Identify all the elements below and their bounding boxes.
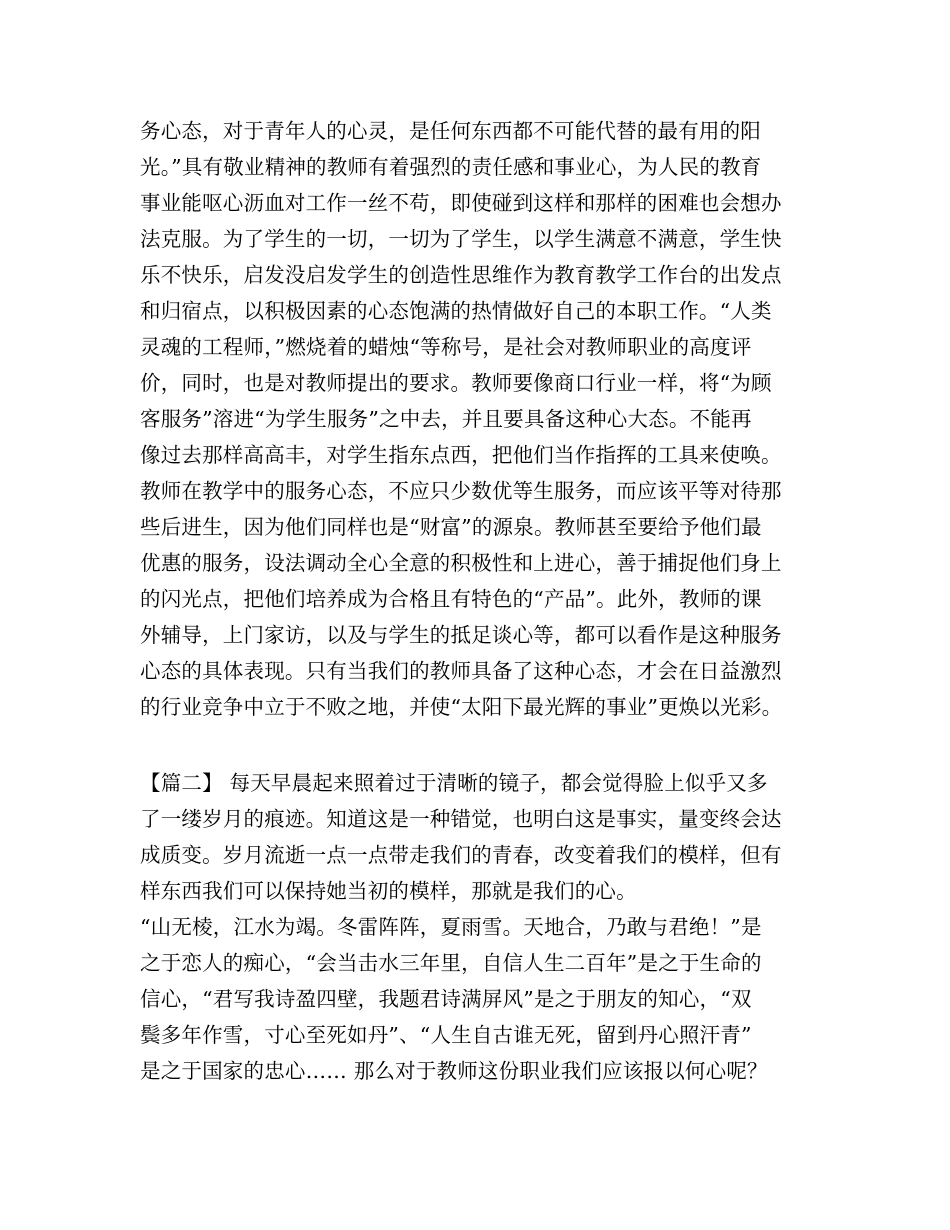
text-line: 信心，“君写我诗盈四壁，我题君诗满屏风”是之于朋友的知心，“双 [140,987,752,1011]
text-line: 乐不快乐，启发没启发学生的创造性思维作为教育教学工作台的出发点 [140,263,782,287]
text-line: 优惠的服务，设法调动全心全意的积极性和上进心，善于捕捉他们身上 [140,551,782,575]
text-line: 的行业竞争中立于不败之地，并使“太阳下最光辉的事业”更焕以光彩。 [140,695,783,719]
text-line: 像过去那样高高丰，对学生指东点西，把他们当作指挥的工具来使唤。 [140,443,782,467]
paragraph-2 [140,765,830,1089]
paragraph-1 [140,113,830,725]
text-line: 鬓多年作雪，寸心至死如丹”、“人生自古谁无死，留到丹心照汗青” [140,1023,752,1047]
text-line: 灵魂的工程师，”燃烧着的蜡烛“等称号，是社会对教师职业的高度评 [140,335,752,359]
text-line: 光。”具有敬业精神的教师有着强烈的责任感和事业心，为人民的教育 [140,155,762,179]
text-line: 的闪光点，把他们培养成为合格且有特色的“产品”。此外，教师的课 [140,587,762,611]
text-line: 法克服。为了学生的一切，一切为了学生，以学生满意不满意，学生快 [140,227,782,251]
text-line: 务心态，对于青年人的心灵，是任何东西都不可能代替的最有用的阳 [140,119,761,143]
text-line: 事业能呕心沥血对工作一丝不苟，即使碰到这样和那样的困难也会想办 [140,191,782,215]
text-line: 教师在教学中的服务心态，不应只少数优等生服务，而应该平等对待那 [140,479,782,503]
text-line: 样东西我们可以保持她当初的模样，那就是我们的心。 [140,879,637,903]
text-line: 是之于国家的忠心…… 那么对于教师这份职业我们应该报以何心呢？ [140,1059,768,1083]
text-line: 客服务”溶进“为学生服务”之中去，并且要具备这种心大态。不能再 [140,407,752,431]
text-line: 心态的具体表现。只有当我们的教师具备了这种心态，才会在日益激烈 [140,659,782,683]
text-line: 之于恋人的痴心，“会当击水三年里，自信人生二百年”是之于生命的 [140,951,762,975]
text-line: 外辅导，上门家访，以及与学生的抵足谈心等，都可以看作是这种服务 [140,623,782,647]
text-line: 价，同时，也是对教师提出的要求。教师要像商口行业一样，将“为顾 [140,371,772,395]
text-line: 成质变。岁月流逝一点一点带走我们的青春，改变着我们的模样，但有 [140,843,782,867]
text-line: 和归宿点，以积极因素的心态饱满的热情做好自己的本职工作。“人类 [140,299,772,323]
text-line: 些后进生，因为他们同样也是“财富”的源泉。教师甚至要给予他们最 [140,515,762,539]
text-line: 了一缕岁月的痕迹。知道这是一种错觉，也明白这是事实，量变终会达 [140,807,782,831]
text-line: “山无棱，江水为竭。冬雷阵阵，夏雨雪。天地合，乃敢与君绝！”是 [140,915,762,939]
text-line: 【篇二】 每天早晨起来照着过于清晰的镜子，都会觉得脸上似乎又多 [140,771,768,795]
